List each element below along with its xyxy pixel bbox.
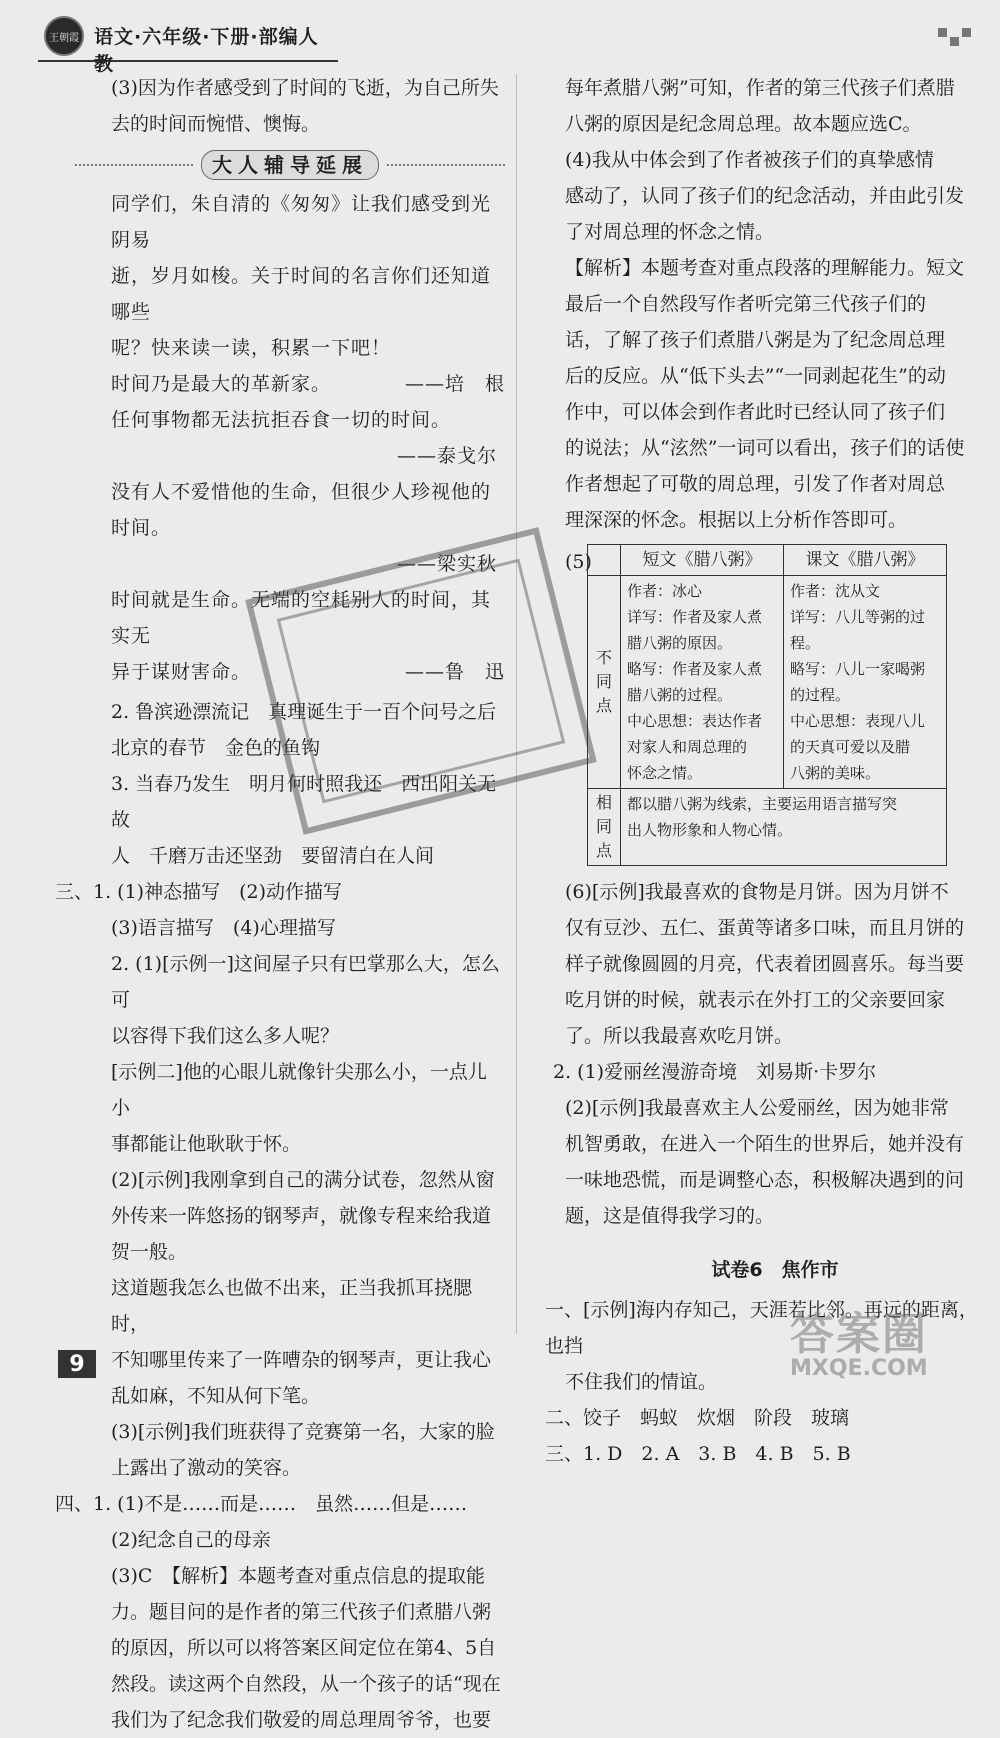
- answer-line: 2. 鲁滨逊漂流记 真理诞生于一百个问号之后: [111, 701, 497, 723]
- table-header: 课文《腊八粥》: [784, 545, 947, 576]
- answer-line: 二、饺子 蚂蚁 炊烟 阶段 玻璃: [545, 1407, 850, 1429]
- analysis-line: 【解析】本题考查对重点段落的理解能力。短文: [565, 257, 965, 279]
- answer-line: 不知哪里传来了一阵嘈杂的钢琴声，更让我心: [111, 1349, 492, 1371]
- watermark-url: MXQE.COM: [790, 1356, 928, 1381]
- answer-line: 以容得下我们这么多人呢？: [111, 1025, 340, 1047]
- page-header: [38, 14, 338, 75]
- watermark-logo-text: 答案圈: [790, 1309, 928, 1360]
- answer-line: 不住我们的情谊。: [565, 1371, 718, 1393]
- answer-line: 2. (1)[示例一]这间屋子只有巴掌那么大，怎么可: [111, 953, 500, 1011]
- analysis-line: 的说法；从“泫然”一词可以看出，孩子们的话使: [565, 437, 965, 459]
- analysis-line: 作者想起了可敬的周总理，引发了作者对周总: [565, 473, 946, 495]
- answer-line: 三、1. (1)神态描写 (2)动作描写: [55, 881, 342, 903]
- answer-line: 机智勇敢，在进入一个陌生的世界后，她并没有: [565, 1133, 965, 1155]
- quote-text: [75, 366, 505, 402]
- answer-line: 北京的春节 金色的鱼钩: [111, 737, 321, 759]
- answer-line: (4)我从中体会到了作者被孩子们的真挚感情: [565, 149, 934, 171]
- quote-author: ——泰戈尔: [396, 445, 497, 467]
- answer-line: 一、[示例]海内存知己，天涯若比邻。再远的距离，也挡: [545, 1299, 978, 1357]
- table-cell: 作者：沈从文 详写：八儿等粥的过 程。 略写：八儿一家喝粥 的过程。 中心思想：表现八儿 的天真可爱以及腊 八粥的美味。: [784, 576, 947, 789]
- section-title: 试卷6 焦作市: [711, 1259, 839, 1281]
- answer-line: 四、1. (1)不是……而是…… 虽然……但是……: [55, 1493, 468, 1515]
- answer-line: (2)[示例]我最喜欢主人公爱丽丝，因为她非常: [565, 1097, 949, 1119]
- quote-author: ——梁实秋: [396, 553, 497, 575]
- analysis-line: 后的反应。从“低下头去”“一同剥起花生”的动: [565, 365, 946, 387]
- text-line: (3)因为作者感受到了时间的飞逝，为自己所失: [111, 77, 499, 99]
- answer-line: (3)语言描写 (4)心理描写: [111, 917, 336, 939]
- table-cell: 作者：冰心 详写：作者及家人煮 腊八粥的原因。 略写：作者及家人煮 腊八粥的过程。 中心思想：表达作者 对家人和周总理的 怀念之情。: [621, 576, 784, 789]
- answer-line: 的原因，所以可以将答案区间定位在第4、5自: [111, 1637, 497, 1659]
- text-line: 同学们，朱自清的《匆匆》让我们感受到光阴易: [111, 193, 492, 251]
- answer-line: 我们为了纪念我们敬爱的周总理周爷爷，也要: [111, 1709, 492, 1731]
- answer-line: 仅有豆沙、五仁、蛋黄等诸多口味，而且月饼的: [565, 917, 965, 939]
- quote-text: 时间就是生命。无端的空耗别人的时间，其实无: [111, 589, 492, 647]
- header-title: 语文·六年级·下册·部编人教: [94, 26, 319, 75]
- answer-line: 然段。读这两个自然段，从一个孩子的话“现在: [111, 1673, 501, 1695]
- answer-line: 了对周总理的怀念之情。: [565, 221, 775, 243]
- answer-line: 外传来一阵悠扬的钢琴声，就像专程来给我道: [111, 1205, 492, 1227]
- answer-line: (2)纪念自己的母亲: [111, 1529, 271, 1551]
- answer-line: 八粥的原因是纪念周总理。故本题应选C。: [565, 113, 922, 135]
- analysis-line: 话，了解了孩子们煮腊八粥是为了纪念周总理: [565, 329, 946, 351]
- answer-line: 感动了，认同了孩子们的纪念活动，并由此引发: [565, 185, 965, 207]
- analysis-line: 作中，可以体会到作者此时已经认同了孩子们: [565, 401, 946, 423]
- answer-line: (3)C 【解析】本题考查对重点信息的提取能: [111, 1565, 485, 1587]
- quote-text: [75, 654, 505, 690]
- quote-text: 没有人不爱惜他的生命，但很少人珍视他的时间。: [111, 481, 492, 539]
- row-label: 不同点: [588, 576, 621, 789]
- text-line: 呢？快来读一读，积累一下吧！: [111, 337, 392, 359]
- table-corner: [588, 545, 621, 576]
- question-number: (5): [565, 551, 592, 573]
- row-label: 相同点: [588, 789, 621, 866]
- site-watermark: [790, 1298, 990, 1381]
- corner-decoration: [938, 28, 972, 46]
- table-cell: 都以腊八粥为线索，主要运用语言描写突 出人物形象和人物心情。: [621, 789, 947, 866]
- answer-line: 2. (1)爱丽丝漫游奇境 刘易斯·卡罗尔: [553, 1061, 877, 1083]
- quote-text: 任何事物都无法抗拒吞食一切的时间。: [111, 409, 452, 431]
- quote-line: 异于谋财害命。: [111, 661, 252, 683]
- text-line: 去的时间而惋惜、懊悔。: [111, 113, 321, 135]
- publisher-logo: 王朝霞: [44, 16, 84, 56]
- answer-line: 这道题我怎么也做不出来，正当我抓耳挠腮时，: [111, 1277, 473, 1335]
- answer-line: [示例二]他的心眼儿就像针尖那么小，一点儿小: [111, 1061, 487, 1119]
- analysis-line: 最后一个自然段写作者听完第三代孩子们的: [565, 293, 927, 315]
- answer-line: (2)[示例]我刚拿到自己的满分试卷，忽然从窗: [111, 1169, 495, 1191]
- answer-line: 人 千磨万击还坚劲 要留清白在人间: [111, 845, 435, 867]
- answer-line: (3)[示例]我们班获得了竞赛第一名，大家的脸: [111, 1421, 495, 1443]
- quote-author: ——鲁 迅: [404, 661, 505, 683]
- left-column: [55, 70, 505, 1738]
- quote-line: 时间乃是最大的革新家。: [111, 373, 332, 395]
- answer-line: 贺一般。: [111, 1241, 188, 1263]
- answer-line: 乱如麻，不知从何下笔。: [111, 1385, 321, 1407]
- right-column: [545, 70, 985, 1472]
- section-banner: [75, 146, 505, 184]
- answer-line: 三、1. D 2. A 3. B 4. B 5. B: [545, 1443, 851, 1465]
- answer-line: 3. 当春乃发生 明月何时照我还 西出阳关无故: [111, 773, 497, 831]
- comparison-table-block: [565, 544, 985, 866]
- answer-line: 力。题目问的是作者的第三代孩子们煮腊八粥: [111, 1601, 492, 1623]
- text-line: 逝，岁月如梭。关于时间的名言你们还知道哪些: [111, 265, 492, 323]
- banner-title: 大人辅导延展: [201, 150, 379, 180]
- analysis-line: 理深深的怀念。根据以上分析作答即可。: [565, 509, 908, 531]
- answer-line: 吃月饼的时候，就表示在外打工的父亲要回家: [565, 989, 946, 1011]
- table-header: 短文《腊八粥》: [621, 545, 784, 576]
- answer-line: 题，这是值得我学习的。: [565, 1205, 775, 1227]
- quote-author: ——培 根: [404, 373, 505, 395]
- page-number: 9: [58, 1350, 96, 1378]
- answer-line: 每年煮腊八粥”可知，作者的第三代孩子们煮腊: [565, 77, 955, 99]
- comparison-table: [587, 544, 947, 866]
- answer-line: 上露出了激动的笑容。: [111, 1457, 302, 1479]
- answer-line: 一味地恐慌，而是调整心态，积极解决遇到的问: [565, 1169, 965, 1191]
- column-divider: [516, 74, 517, 1334]
- answer-line: 样子就像圆圆的月亮，代表着团圆喜乐。每当要: [565, 953, 965, 975]
- answer-line: 了。所以我最喜欢吃月饼。: [565, 1025, 794, 1047]
- answer-line: (6)[示例]我最喜欢的食物是月饼。因为月饼不: [565, 881, 949, 903]
- answer-line: 事都能让他耿耿于怀。: [111, 1133, 302, 1155]
